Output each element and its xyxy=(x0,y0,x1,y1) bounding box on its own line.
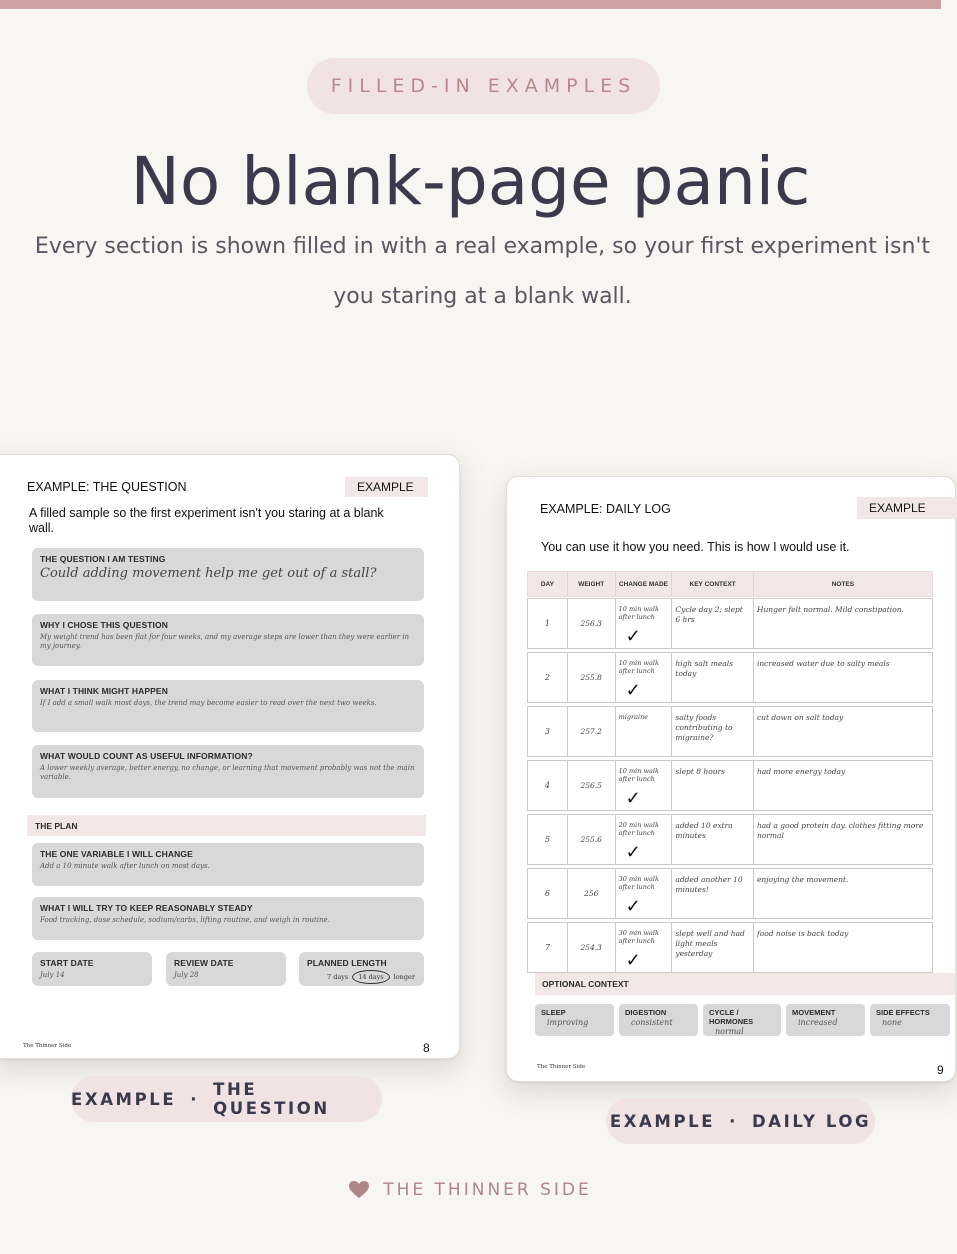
planned-length-box: PLANNED LENGTH 7 days 14 days longer xyxy=(299,952,424,986)
log-notes: had more energy today xyxy=(756,767,846,776)
log-table-header xyxy=(527,571,933,597)
page-subtitle: Every section is shown filled in with a real example, so your first experiment isn't you staring at a blank wall. xyxy=(34,234,931,309)
col-day: DAY xyxy=(528,572,568,596)
log-notes: Hunger felt normal. Mild constipation. xyxy=(756,605,904,614)
log-day: 4 xyxy=(528,761,568,810)
log-row xyxy=(527,706,933,757)
col-notes: NOTES xyxy=(831,580,855,588)
section-badge: FILLED-IN EXAMPLES xyxy=(307,58,660,114)
top-accent-bar xyxy=(0,0,941,9)
log-context: added another 10 minutes! xyxy=(672,869,754,918)
log-row xyxy=(527,922,933,973)
log-day: 7 xyxy=(528,923,568,972)
example-question-page xyxy=(0,454,460,1059)
log-day: 1 xyxy=(528,599,568,648)
log-notes: food noise is back today xyxy=(756,929,849,938)
question-box: THE QUESTION I AM TESTING Could adding movement help me get out of a stall? xyxy=(32,548,424,601)
log-row xyxy=(527,868,933,919)
col-weight: WEIGHT xyxy=(568,572,616,596)
useful-info-box: WHAT WOULD COUNT AS USEFUL INFORMATION? A lower weekly average, better energy, no change, or learning that movement probably was not the main variable. xyxy=(32,745,424,798)
log-day: 5 xyxy=(528,815,568,864)
right-page-title: EXAMPLE: DAILY LOG xyxy=(540,502,671,516)
log-change: 30 min walk after lunch ✓ xyxy=(616,923,673,972)
log-change: 10 min walk after lunch ✓ xyxy=(616,761,673,810)
planned-length-options: 7 days 14 days longer xyxy=(307,970,416,984)
log-change: migraine xyxy=(616,707,673,756)
log-context: slept 8 hours xyxy=(672,761,754,810)
log-context: salty foods contributing to migraine? xyxy=(672,707,754,756)
log-context: slept well and had light meals yesterday xyxy=(672,923,754,972)
checkmark-icon: ✓ xyxy=(625,680,641,701)
log-day: 2 xyxy=(528,653,568,702)
right-page-tag: EXAMPLE xyxy=(857,497,957,519)
page-title: No blank-page panic xyxy=(130,143,811,220)
why-box: WHY I CHOSE THIS QUESTION My weight trend has been flat for four weeks, and my average steps are lower than they were earlier in my journey. xyxy=(32,614,424,666)
log-context: added 10 extra minutes xyxy=(672,815,754,864)
log-weight: 257.2 xyxy=(568,707,616,756)
log-row xyxy=(527,598,933,649)
log-weight: 255.6 xyxy=(568,815,616,864)
log-weight: 256.3 xyxy=(568,599,616,648)
example-daily-log-page xyxy=(506,476,956,1082)
log-weight: 254.3 xyxy=(568,923,616,972)
log-day: 6 xyxy=(528,869,568,918)
optional-context-box: CYCLE / HORMONES normal xyxy=(703,1004,781,1036)
caption-daily-log: EXAMPLE · DAILY LOG xyxy=(606,1098,875,1144)
variable-box: THE ONE VARIABLE I WILL CHANGE Add a 10 minute walk after lunch on most days. xyxy=(32,843,424,886)
log-weight: 256 xyxy=(568,869,616,918)
checkmark-icon: ✓ xyxy=(625,788,641,809)
left-page-number: 8 xyxy=(423,1041,430,1055)
heart-icon xyxy=(349,1181,369,1199)
checkmark-icon: ✓ xyxy=(625,626,641,647)
brand-name: THE THINNER SIDE xyxy=(383,1180,592,1200)
log-notes: cut down on salt today xyxy=(756,713,844,722)
log-row xyxy=(527,760,933,811)
optional-context-box: MOVEMENT increased xyxy=(786,1004,865,1036)
checkmark-icon: ✓ xyxy=(625,842,641,863)
log-row xyxy=(527,814,933,865)
right-footer-brand: The Thinner Side xyxy=(537,1064,586,1070)
log-change: 10 min walk after lunch ✓ xyxy=(616,653,673,702)
optional-context-box: SLEEP improving xyxy=(535,1004,614,1036)
left-page-intro: A filled sample so the first experiment isn't you staring at a blank wall. xyxy=(29,506,384,535)
brand-footer xyxy=(0,1180,941,1200)
prediction-box: WHAT I THINK MIGHT HAPPEN If I add a small walk most days, the trend may become easier to read over the next two weeks. xyxy=(32,680,424,732)
left-footer-brand: The Thinner Side xyxy=(23,1043,72,1049)
log-notes: enjoying the movement. xyxy=(756,875,849,884)
log-change: 10 min walk after lunch ✓ xyxy=(616,599,673,648)
optional-context-box: DIGESTION consistent xyxy=(619,1004,698,1036)
checkmark-icon: ✓ xyxy=(625,950,641,971)
start-date-box: START DATE July 14 xyxy=(32,952,152,986)
log-context: Cycle day 2; slept 6 hrs xyxy=(672,599,754,648)
left-page-tag: EXAMPLE xyxy=(345,477,428,497)
left-page-title: EXAMPLE: THE QUESTION xyxy=(27,480,187,494)
caption-the-question: EXAMPLE · THE QUESTION xyxy=(71,1076,382,1122)
right-page-intro: You can use it how you need. This is how I would use it. xyxy=(541,540,850,554)
log-weight: 255.8 xyxy=(568,653,616,702)
plan-heading: THE PLAN xyxy=(27,815,426,836)
selected-length: 14 days xyxy=(352,970,389,984)
steady-box: WHAT I WILL TRY TO KEEP REASONABLY STEADY Food tracking, dose schedule, sodium/carbs, lifting routine, and weigh in routine. xyxy=(32,897,424,940)
col-change: CHANGE MADE xyxy=(616,572,673,596)
checkmark-icon: ✓ xyxy=(625,896,641,917)
log-row xyxy=(527,652,933,703)
review-date-box: REVIEW DATE July 28 xyxy=(166,952,286,986)
right-page-number: 9 xyxy=(937,1063,944,1077)
col-context: KEY CONTEXT xyxy=(672,572,754,596)
optional-context-heading: OPTIONAL CONTEXT xyxy=(535,973,955,995)
log-change: 30 min walk after lunch ✓ xyxy=(616,869,673,918)
log-change: 20 min walk after lunch ✓ xyxy=(616,815,673,864)
log-context: high salt meals today xyxy=(672,653,754,702)
log-notes: increased water due to salty meals xyxy=(756,659,890,668)
log-weight: 256.5 xyxy=(568,761,616,810)
log-day: 3 xyxy=(528,707,568,756)
log-notes: had a good protein day. clothes fitting more normal xyxy=(756,821,924,840)
optional-context-box: SIDE EFFECTS none xyxy=(870,1004,950,1036)
